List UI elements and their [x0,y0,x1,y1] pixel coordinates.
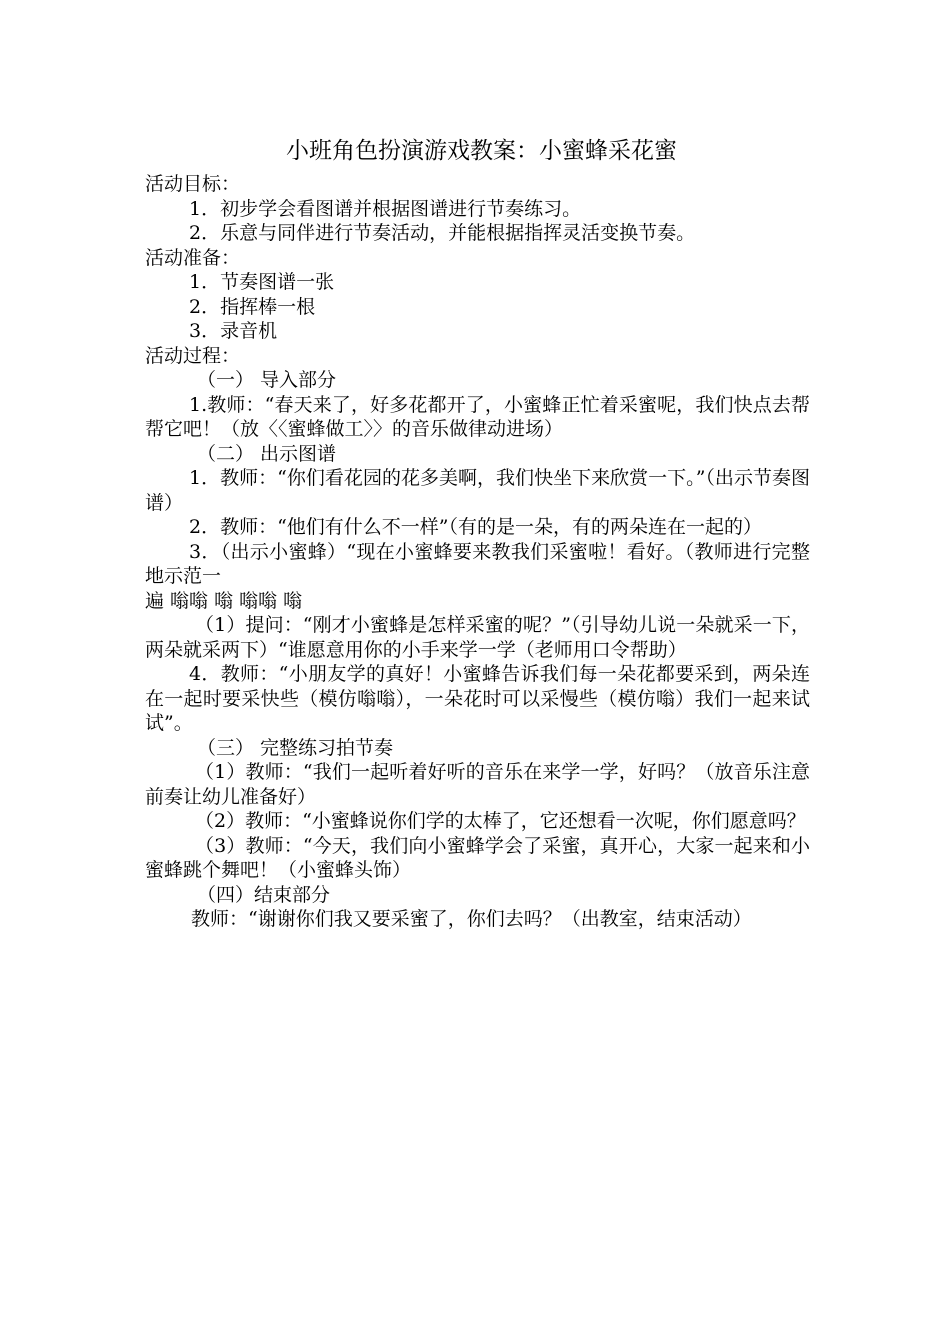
paragraph: 1.教师：“春天来了，好多花都开了，小蜜蜂正忙着采蜜呢，我们快点去帮帮它吧！（放〈〈蜜蜂做工〉〉的音乐做律动进场） [145,393,810,440]
paragraph: 教师：“谢谢你们我又要采蜜了，你们去吗？（出教室，结束活动） [191,908,752,930]
goal-item: 1．初步学会看图谱并根据图谱进行节奏练习。 [189,197,582,220]
paragraph-continuation: 遍 嗡嗡 嗡 嗡嗡 嗡 [145,589,303,612]
paragraph: 4．教师：“小朋友学的真好！小蜜蜂告诉我们每一朵花都要采到，两朵连在一起时要采快些（模仿嗡嗡），一朵花时可以采慢些（模仿嗡）我们一起来试试”。 [145,663,810,734]
paragraph: （1）提问：“刚才小蜜蜂是怎样采蜜的呢？”（引导幼儿说一朵就采一下，两朵就采两下）“谁愿意用你的小手来学一学（老师用口令帮助） [145,614,810,661]
section-heading: （二） 出示图谱 [197,442,337,465]
paragraph: 3．（出示小蜜蜂）“现在小蜜蜂要来教我们采蜜啦！看好。（教师进行完整地示范一 [145,540,810,587]
document-title: 小班角色扮演游戏教案：小蜜蜂采花蜜 [286,138,677,164]
paragraph: 1．教师：“你们看花园的花多美啊，我们快坐下来欣赏一下。”（出示节奏图谱） [145,467,810,514]
paragraph: 2．教师：“他们有什么不一样”（有的是一朵，有的两朵连在一起的） [189,516,763,538]
prep-heading: 活动准备： [145,246,241,269]
prep-item: 1．节奏图谱一张 [189,271,335,293]
goal-item: 2．乐意与同伴进行节奏活动，并能根据指挥灵活变换节奏。 [189,222,696,244]
paragraph: （3）教师：“今天，我们向小蜜蜂学会了采蜜，真开心，大家一起来和小蜜蜂跳个舞吧！（小蜜蜂头饰） [145,834,810,881]
section-heading: （一） 导入部分 [197,369,337,391]
prep-item: 3．录音机 [189,320,278,342]
document-page [145,134,810,932]
section-heading: （四）结束部分 [197,883,331,906]
paragraph: （2）教师：“小蜜蜂说你们学的太棒了，它还想看一次呢，你们愿意吗？ [195,810,806,832]
goals-heading: 活动目标： [145,173,241,195]
section-heading: （三） 完整练习拍节奏 [197,736,394,759]
process-heading: 活动过程： [145,344,241,367]
paragraph: （1）教师：“我们一起听着好听的音乐在来学一学，好吗？（放音乐注意前奏让幼儿准备好） [145,761,810,808]
prep-item: 2．指挥棒一根 [189,295,316,318]
